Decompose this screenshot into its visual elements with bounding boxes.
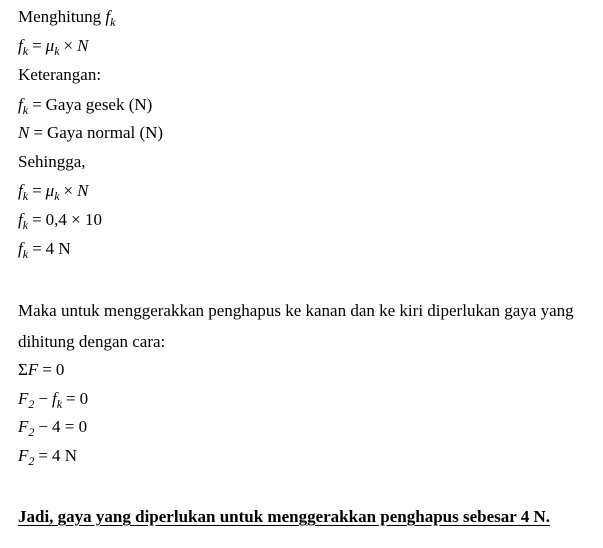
paragraph-line-1: Maka untuk menggerakkan penghapus ke kanan dan ke kiri diperlukan gaya yang bbox=[18, 301, 574, 320]
keterangan-label: Keterangan: bbox=[18, 65, 102, 84]
N-definition: N = Gaya normal (N) bbox=[18, 123, 164, 142]
heading-text: Menghitung bbox=[18, 7, 102, 26]
paragraph-line-2: dihitung dengan cara: bbox=[18, 332, 166, 351]
fk-symbol: $f_k$ bbox=[105, 7, 116, 29]
heading-line bbox=[18, 6, 115, 28]
calc-line-3: $f_k = 4$ N bbox=[18, 239, 71, 261]
calc-line-2: $f_k = 0,4 \times 10$ bbox=[18, 210, 102, 232]
equation-F2-minus-fk: $F_2 - f_k = 0$ bbox=[18, 389, 89, 411]
equation-F2-result: $F_2 = 4$ N bbox=[18, 446, 78, 468]
calc-line-1: $f_k = \mu_k \times N$ bbox=[18, 181, 89, 203]
equation-F2-minus-4: $F_2 - 4 = 0$ bbox=[18, 417, 88, 439]
sehingga-label: Sehingga, bbox=[18, 152, 86, 171]
sum-force-equation: ΣF = 0 bbox=[18, 360, 65, 379]
fk-definition: $f_k$ = Gaya gesek (N) bbox=[18, 95, 153, 117]
formula-fk: $f_k = \mu_k \times N$ bbox=[18, 36, 89, 58]
conclusion: Jadi, gaya yang diperlukan untuk menggerakkan penghapus sebesar 4 N. bbox=[18, 507, 551, 526]
